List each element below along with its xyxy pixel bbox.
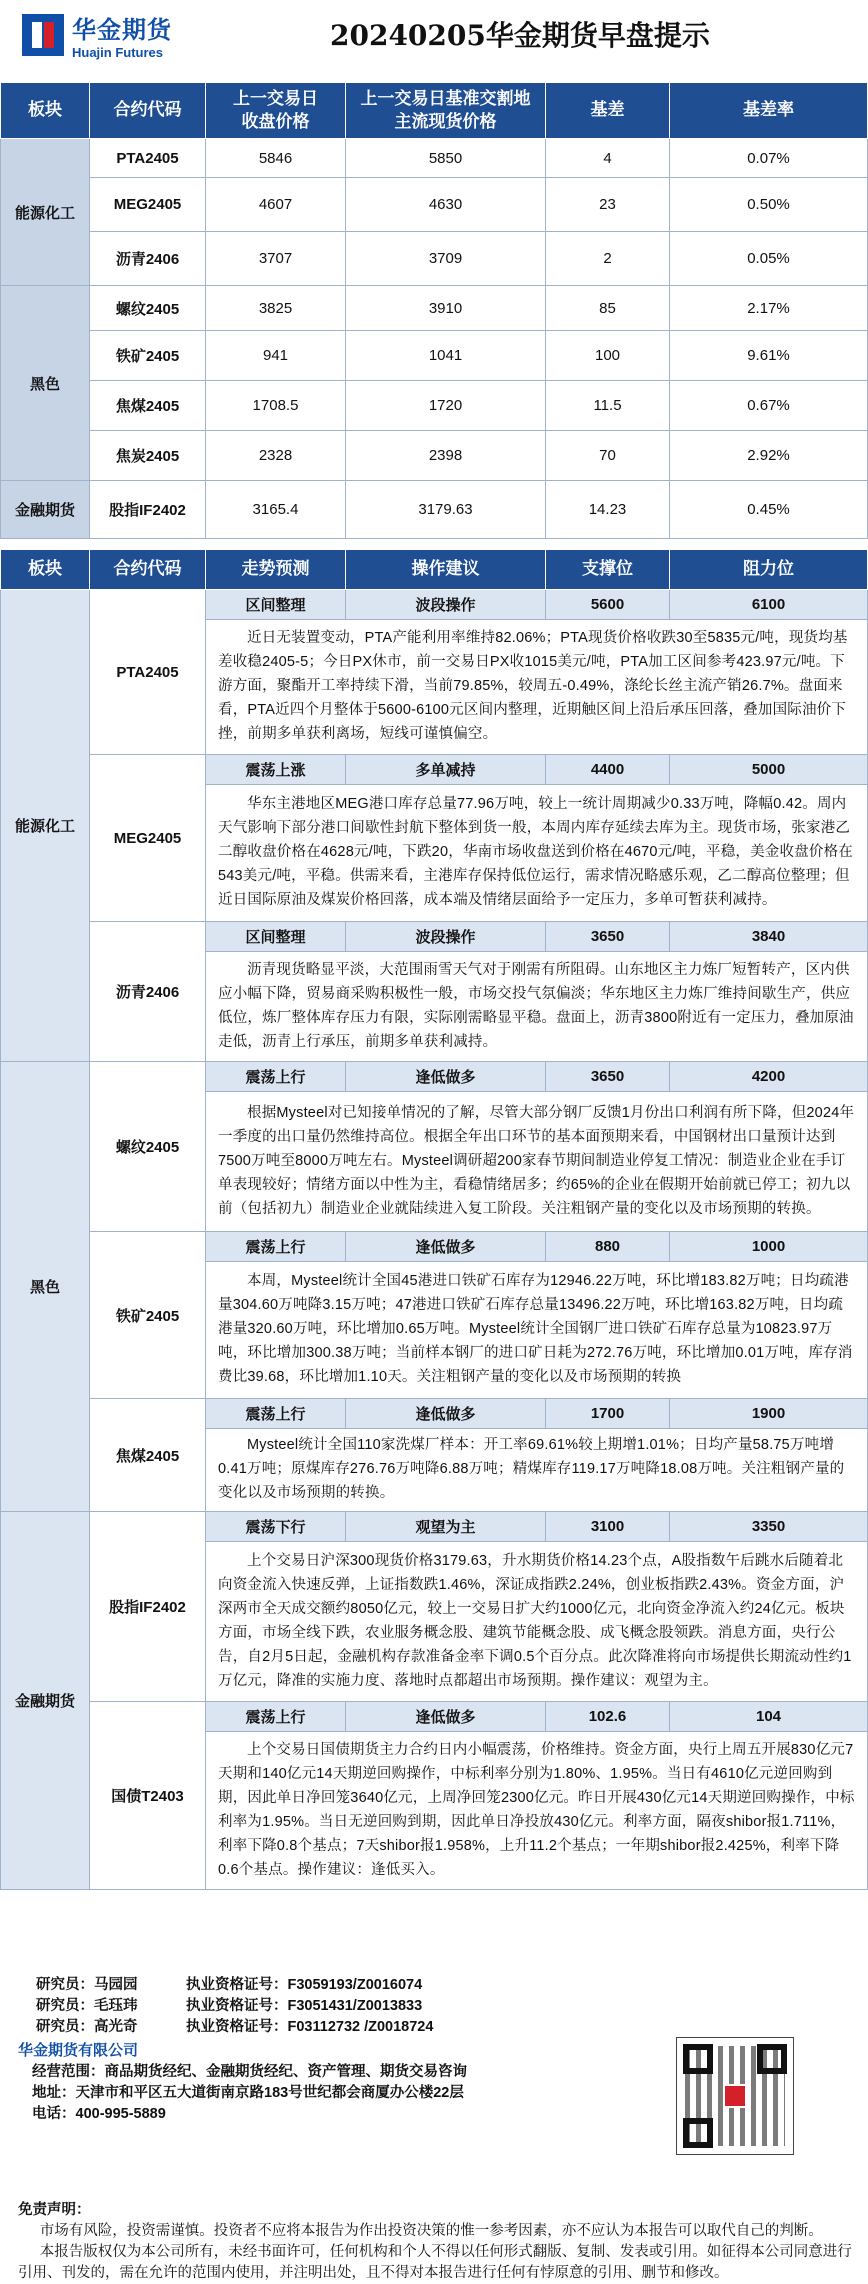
basis-rate: 0.45% — [670, 481, 868, 539]
basis-rate: 0.07% — [670, 139, 868, 178]
contract-code: 沥青2406 — [90, 922, 206, 1062]
operation-advice: 观望为主 — [346, 1512, 546, 1542]
table-row — [1, 286, 868, 331]
col-header-advice: 操作建议 — [346, 550, 546, 590]
basis-table-header — [1, 83, 868, 139]
researcher-entry — [36, 2017, 433, 2038]
sector-cell: 金融期货 — [1, 481, 90, 539]
col-header-basis-rate: 基差率 — [670, 83, 868, 139]
strategy-row — [1, 922, 868, 952]
disclaimer-title: 免责声明： — [18, 2202, 91, 2218]
market-commentary: 上个交易日沪深300现货价格3179.63，升水期货价格14.23个点，A股指数午后跳水后随着北向资金流入快速反弹，上证指数跌1.46%，深证成指跌2.24%，创业板指跌2.43%。资金方面，沪深两市全天成交额约8050亿元，较上一交易日扩大约1000亿元，北向资金净流入约24亿元。板块方面，市场全线下跌，农业服务概念股、建筑节能概念股、成飞概念股领跌。消息方面，央行公告，自2月5日起，金融机构存款准备金率下调0.5个百分点。此次降准将向市场提供长期流动性约1万亿元，降准的实施力度、落地时点都超出市场预期。操作建议：观望为主。 — [206, 1542, 868, 1702]
table-row — [1, 431, 868, 481]
basis-value: 14.23 — [546, 481, 670, 539]
trend-forecast: 震荡上行 — [206, 1399, 346, 1429]
contract-code: 股指IF2402 — [90, 481, 206, 539]
contract-code: 沥青2406 — [90, 232, 206, 286]
contract-code: PTA2405 — [90, 590, 206, 755]
disclaimer-text: 市场有风险，投资需谨慎。投资者不应将本报告为作出投资决策的惟一参考因素，亦不应认为本报告可以取代自己的判断。 — [39, 2223, 823, 2239]
col-header-close: 上一交易日 收盘价格 — [206, 83, 346, 139]
col-header-sector: 板块 — [1, 550, 90, 590]
resistance-level: 1900 — [670, 1399, 868, 1429]
trend-forecast: 震荡上行 — [206, 1232, 346, 1262]
resistance-level: 3350 — [670, 1512, 868, 1542]
support-level: 3100 — [546, 1512, 670, 1542]
col-header-support: 支撑位 — [546, 550, 670, 590]
trend-forecast: 区间整理 — [206, 590, 346, 620]
operation-advice: 逢低做多 — [346, 1702, 546, 1732]
market-commentary: 本周，Mysteel统计全国45港进口铁矿石库存为12946.22万吨，环比增183.82万吨；日均疏港量304.60万吨降3.15万吨；47港进口铁矿石库存总量13496.22万吨，环比增163.82万吨，日均疏港量320.60万吨，环比增加0.65万吨。Mysteel统计全国钢厂进口铁矿石库存总量为10823.97万吨，环比增加300.38万吨；当前样本钢厂的进口矿日耗为272.76万吨，环比增加0.01万吨，库存消费比39.68，环比增加1.10天。关注粗钢产量的变化以及市场预期的转换 — [206, 1262, 868, 1399]
basis-rate: 9.61% — [670, 331, 868, 381]
market-commentary: Mysteel统计全国110家洗煤厂样本：开工率69.61%较上期增1.01%；日均产量58.75万吨增0.41万吨；原煤库存276.76万吨降6.88万吨；精煤库存119.17万吨降18.08万吨。关注粗钢产量的变化以及市场预期的转换。 — [206, 1429, 868, 1512]
researcher-cert: 执业资格证号：F03112732 /Z0018724 — [186, 2019, 434, 2035]
resistance-level: 4200 — [670, 1062, 868, 1092]
researcher-cert: 执业资格证号：F3051431/Z0013833 — [186, 1998, 423, 2014]
company-info — [32, 2062, 467, 2125]
trend-forecast: 震荡上行 — [206, 1062, 346, 1092]
basis-table — [0, 82, 868, 539]
basis-rate: 0.05% — [670, 232, 868, 286]
basis-value: 11.5 — [546, 381, 670, 431]
table-row — [1, 331, 868, 381]
close-price: 4607 — [206, 178, 346, 232]
researcher-name: 研究员：马园园 — [36, 1977, 138, 1993]
basis-rate: 0.67% — [670, 381, 868, 431]
table-row — [1, 232, 868, 286]
disclaimer-text: 本报告版权仅为本公司所有，未经书面许可，任何机构和个人不得以任何形式翻版、复制、发表或引用。如征得本公司同意进行引用、刊发的，需在允许的范围内使用，并注明出处，且不得对本报告进行任何有悖原意的引用、删节和修改。 — [18, 2244, 852, 2281]
contract-code: 铁矿2405 — [90, 331, 206, 381]
company-address: 地址：天津市和平区五大道街南京路183号世纪都会商厦办公楼22层 — [32, 2085, 464, 2101]
support-level: 880 — [546, 1232, 670, 1262]
trend-forecast: 区间整理 — [206, 922, 346, 952]
disclaimer — [18, 2200, 858, 2284]
support-level: 5600 — [546, 590, 670, 620]
researcher-name: 研究员：毛珏玮 — [36, 1998, 138, 2014]
sector-cell: 黑色 — [1, 1062, 90, 1512]
basis-value: 4 — [546, 139, 670, 178]
resistance-level: 104 — [670, 1702, 868, 1732]
strategy-table — [0, 549, 868, 1890]
company-phone: 电话：400-995-5889 — [32, 2106, 166, 2122]
contract-code: 焦煤2405 — [90, 1399, 206, 1512]
strategy-row — [1, 1062, 868, 1092]
qr-code-icon — [676, 2037, 794, 2155]
basis-value: 70 — [546, 431, 670, 481]
researcher-entry — [36, 1975, 433, 1996]
basis-value: 23 — [546, 178, 670, 232]
col-header-code: 合约代码 — [90, 550, 206, 590]
contract-code: 焦煤2405 — [90, 381, 206, 431]
logo-mark-icon — [22, 14, 64, 56]
operation-advice: 逢低做多 — [346, 1399, 546, 1429]
trend-forecast: 震荡上行 — [206, 1702, 346, 1732]
contract-code: PTA2405 — [90, 139, 206, 178]
col-header-trend: 走势预测 — [206, 550, 346, 590]
company-logo — [22, 10, 172, 60]
support-level: 3650 — [546, 1062, 670, 1092]
contract-code: 铁矿2405 — [90, 1232, 206, 1399]
strategy-row — [1, 755, 868, 785]
close-price: 3707 — [206, 232, 346, 286]
contract-code: MEG2405 — [90, 755, 206, 922]
table-row — [1, 381, 868, 431]
resistance-level: 1000 — [670, 1232, 868, 1262]
basis-rate: 0.50% — [670, 178, 868, 232]
researcher-entry — [36, 1996, 433, 2017]
contract-code: 国债T2403 — [90, 1702, 206, 1890]
resistance-level: 5000 — [670, 755, 868, 785]
support-level: 1700 — [546, 1399, 670, 1429]
close-price: 1708.5 — [206, 381, 346, 431]
col-header-resistance: 阻力位 — [670, 550, 868, 590]
resistance-level: 3840 — [670, 922, 868, 952]
page-title: 20240205华金期货早盘提示 — [330, 19, 710, 52]
contract-code: 股指IF2402 — [90, 1512, 206, 1702]
contract-code: 焦炭2405 — [90, 431, 206, 481]
support-level: 4400 — [546, 755, 670, 785]
market-commentary: 近日无装置变动，PTA产能利用率维持82.06%；PTA现货价格收跌30至5835元/吨，现货均基差收稳2405-5；今日PX休市，前一交易日PX收1015美元/吨，PTA加工区间参考423.97元/吨。下游方面，聚酯开工率持续下滑，当前79.85%，较周五-0.49%，涤纶长丝主流产销26.7%。盘面来看，PTA近四个月整体于5600-6100元区间内整理，近期触区间上沿后承压回落，叠加国际油价下挫，前期多单获利离场，短线可谨慎偏空。 — [206, 620, 868, 755]
col-header-sector: 板块 — [1, 83, 90, 139]
sector-cell: 能源化工 — [1, 139, 90, 286]
operation-advice: 波段操作 — [346, 590, 546, 620]
spot-price: 3709 — [346, 232, 546, 286]
contract-code: 螺纹2405 — [90, 286, 206, 331]
col-header-basis: 基差 — [546, 83, 670, 139]
spot-price: 3910 — [346, 286, 546, 331]
trend-forecast: 震荡上涨 — [206, 755, 346, 785]
market-commentary: 沥青现货略显平淡，大范围雨雪天气对于刚需有所阻碍。山东地区主力炼厂短暂转产，区内供应小幅下降，贸易商采购积极性一般，市场交投气氛偏淡；华东地区主力炼厂维持间歇生产，供应低位，炼厂整体库存压力有限，实际刚需略显平稳。盘面上，沥青3800附近有一定压力，叠加原油走低，沥青上行承压，前期多单获利减持。 — [206, 952, 868, 1062]
market-commentary: 根据Mysteel对已知接单情况的了解，尽管大部分钢厂反馈1月份出口利润有所下降，但2024年一季度的出口量仍然维持高位。根据全年出口环节的基本面预期来看，中国钢材出口量预计达到7500万吨至8000万吨左右。Mysteel调研超200家春节期间制造业停复工情况：制造业企业在手订单表现较好；情绪方面以中性为主，看稳情绪居多；约65%的企业在假期开始前就已停工；初九以前（包括初九）制造业企业就陆续进入复工阶段。关注粗钢产量的变化以及市场预期的转换。 — [206, 1092, 868, 1232]
strategy-table-header — [1, 550, 868, 590]
strategy-row — [1, 1232, 868, 1262]
sector-cell: 金融期货 — [1, 1512, 90, 1890]
spot-price: 5850 — [346, 139, 546, 178]
basis-value: 85 — [546, 286, 670, 331]
researcher-list — [36, 1975, 433, 2038]
operation-advice: 逢低做多 — [346, 1232, 546, 1262]
sector-cell: 黑色 — [1, 286, 90, 481]
spot-price: 1041 — [346, 331, 546, 381]
basis-rate: 2.17% — [670, 286, 868, 331]
basis-value: 2 — [546, 232, 670, 286]
close-price: 3165.4 — [206, 481, 346, 539]
trend-forecast: 震荡下行 — [206, 1512, 346, 1542]
researcher-name: 研究员：高光奇 — [36, 2019, 138, 2035]
strategy-row — [1, 590, 868, 620]
close-price: 5846 — [206, 139, 346, 178]
table-row — [1, 481, 868, 539]
resistance-level: 6100 — [670, 590, 868, 620]
sector-cell: 能源化工 — [1, 590, 90, 1062]
support-level: 102.6 — [546, 1702, 670, 1732]
strategy-row — [1, 1512, 868, 1542]
operation-advice: 逢低做多 — [346, 1062, 546, 1092]
logo-name-cn: 华金期货 — [72, 17, 172, 44]
market-commentary: 华东主港地区MEG港口库存总量77.96万吨，较上一统计周期减少0.33万吨，降幅0.42。周内天气影响下部分港口间歇性封航下整体到货一般，本周内库存延续去库为主。现货市场，张家港乙二醇收盘价格在4628元/吨，下跌20，华南市场收盘送到价格在4670元/吨，平稳，美金收盘价格在543美元/吨，平稳。供需来看，主港库存保持低位运行，需求情况略感乐观，乙二醇高位整理；但近日国际原油及煤炭价格回落，成本端及情绪层面给予一定压力，多单可暂获利减持。 — [206, 785, 868, 922]
basis-value: 100 — [546, 331, 670, 381]
operation-advice: 多单减持 — [346, 755, 546, 785]
market-commentary: 上个交易日国债期货主力合约日内小幅震荡，价格维持。资金方面，央行上周五开展830亿元7天期和140亿元14天期逆回购操作，中标利率分别为1.80%、1.95%。当日有4610亿元逆回购到期，因此单日净回笼3640亿元，上周净回笼2300亿元。昨日开展430亿元14天期逆回购操作，中标利率为1.95%。当日无逆回购到期，因此单日净投放430亿元。利率方面，隔夜shibor报1.711%，利率下降0.8个基点；7天shibor报1.958%，上升11.2个基点；一年期shibor报2.425%，利率下降0.6个基点。操作建议：逢低买入。 — [206, 1732, 868, 1890]
support-level: 3650 — [546, 922, 670, 952]
spot-price: 3179.63 — [346, 481, 546, 539]
basis-rate: 2.92% — [670, 431, 868, 481]
close-price: 2328 — [206, 431, 346, 481]
spot-price: 4630 — [346, 178, 546, 232]
business-scope: 经营范围：商品期货经纪、金融期货经纪、资产管理、期货交易咨询 — [32, 2064, 467, 2080]
strategy-row — [1, 1399, 868, 1429]
close-price: 3825 — [206, 286, 346, 331]
researcher-cert: 执业资格证号：F3059193/Z0016074 — [186, 1977, 423, 1993]
col-header-code: 合约代码 — [90, 83, 206, 139]
close-price: 941 — [206, 331, 346, 381]
table-row — [1, 139, 868, 178]
strategy-row — [1, 1702, 868, 1732]
contract-code: 螺纹2405 — [90, 1062, 206, 1232]
report-header — [0, 0, 867, 66]
company-name: 华金期货有限公司 — [18, 2042, 139, 2059]
col-header-spot: 上一交易日基准交割地 主流现货价格 — [346, 83, 546, 139]
table-row — [1, 178, 868, 232]
operation-advice: 波段操作 — [346, 922, 546, 952]
contract-code: MEG2405 — [90, 178, 206, 232]
spot-price: 2398 — [346, 431, 546, 481]
logo-name-en: Huajin Futures — [72, 45, 164, 60]
spot-price: 1720 — [346, 381, 546, 431]
